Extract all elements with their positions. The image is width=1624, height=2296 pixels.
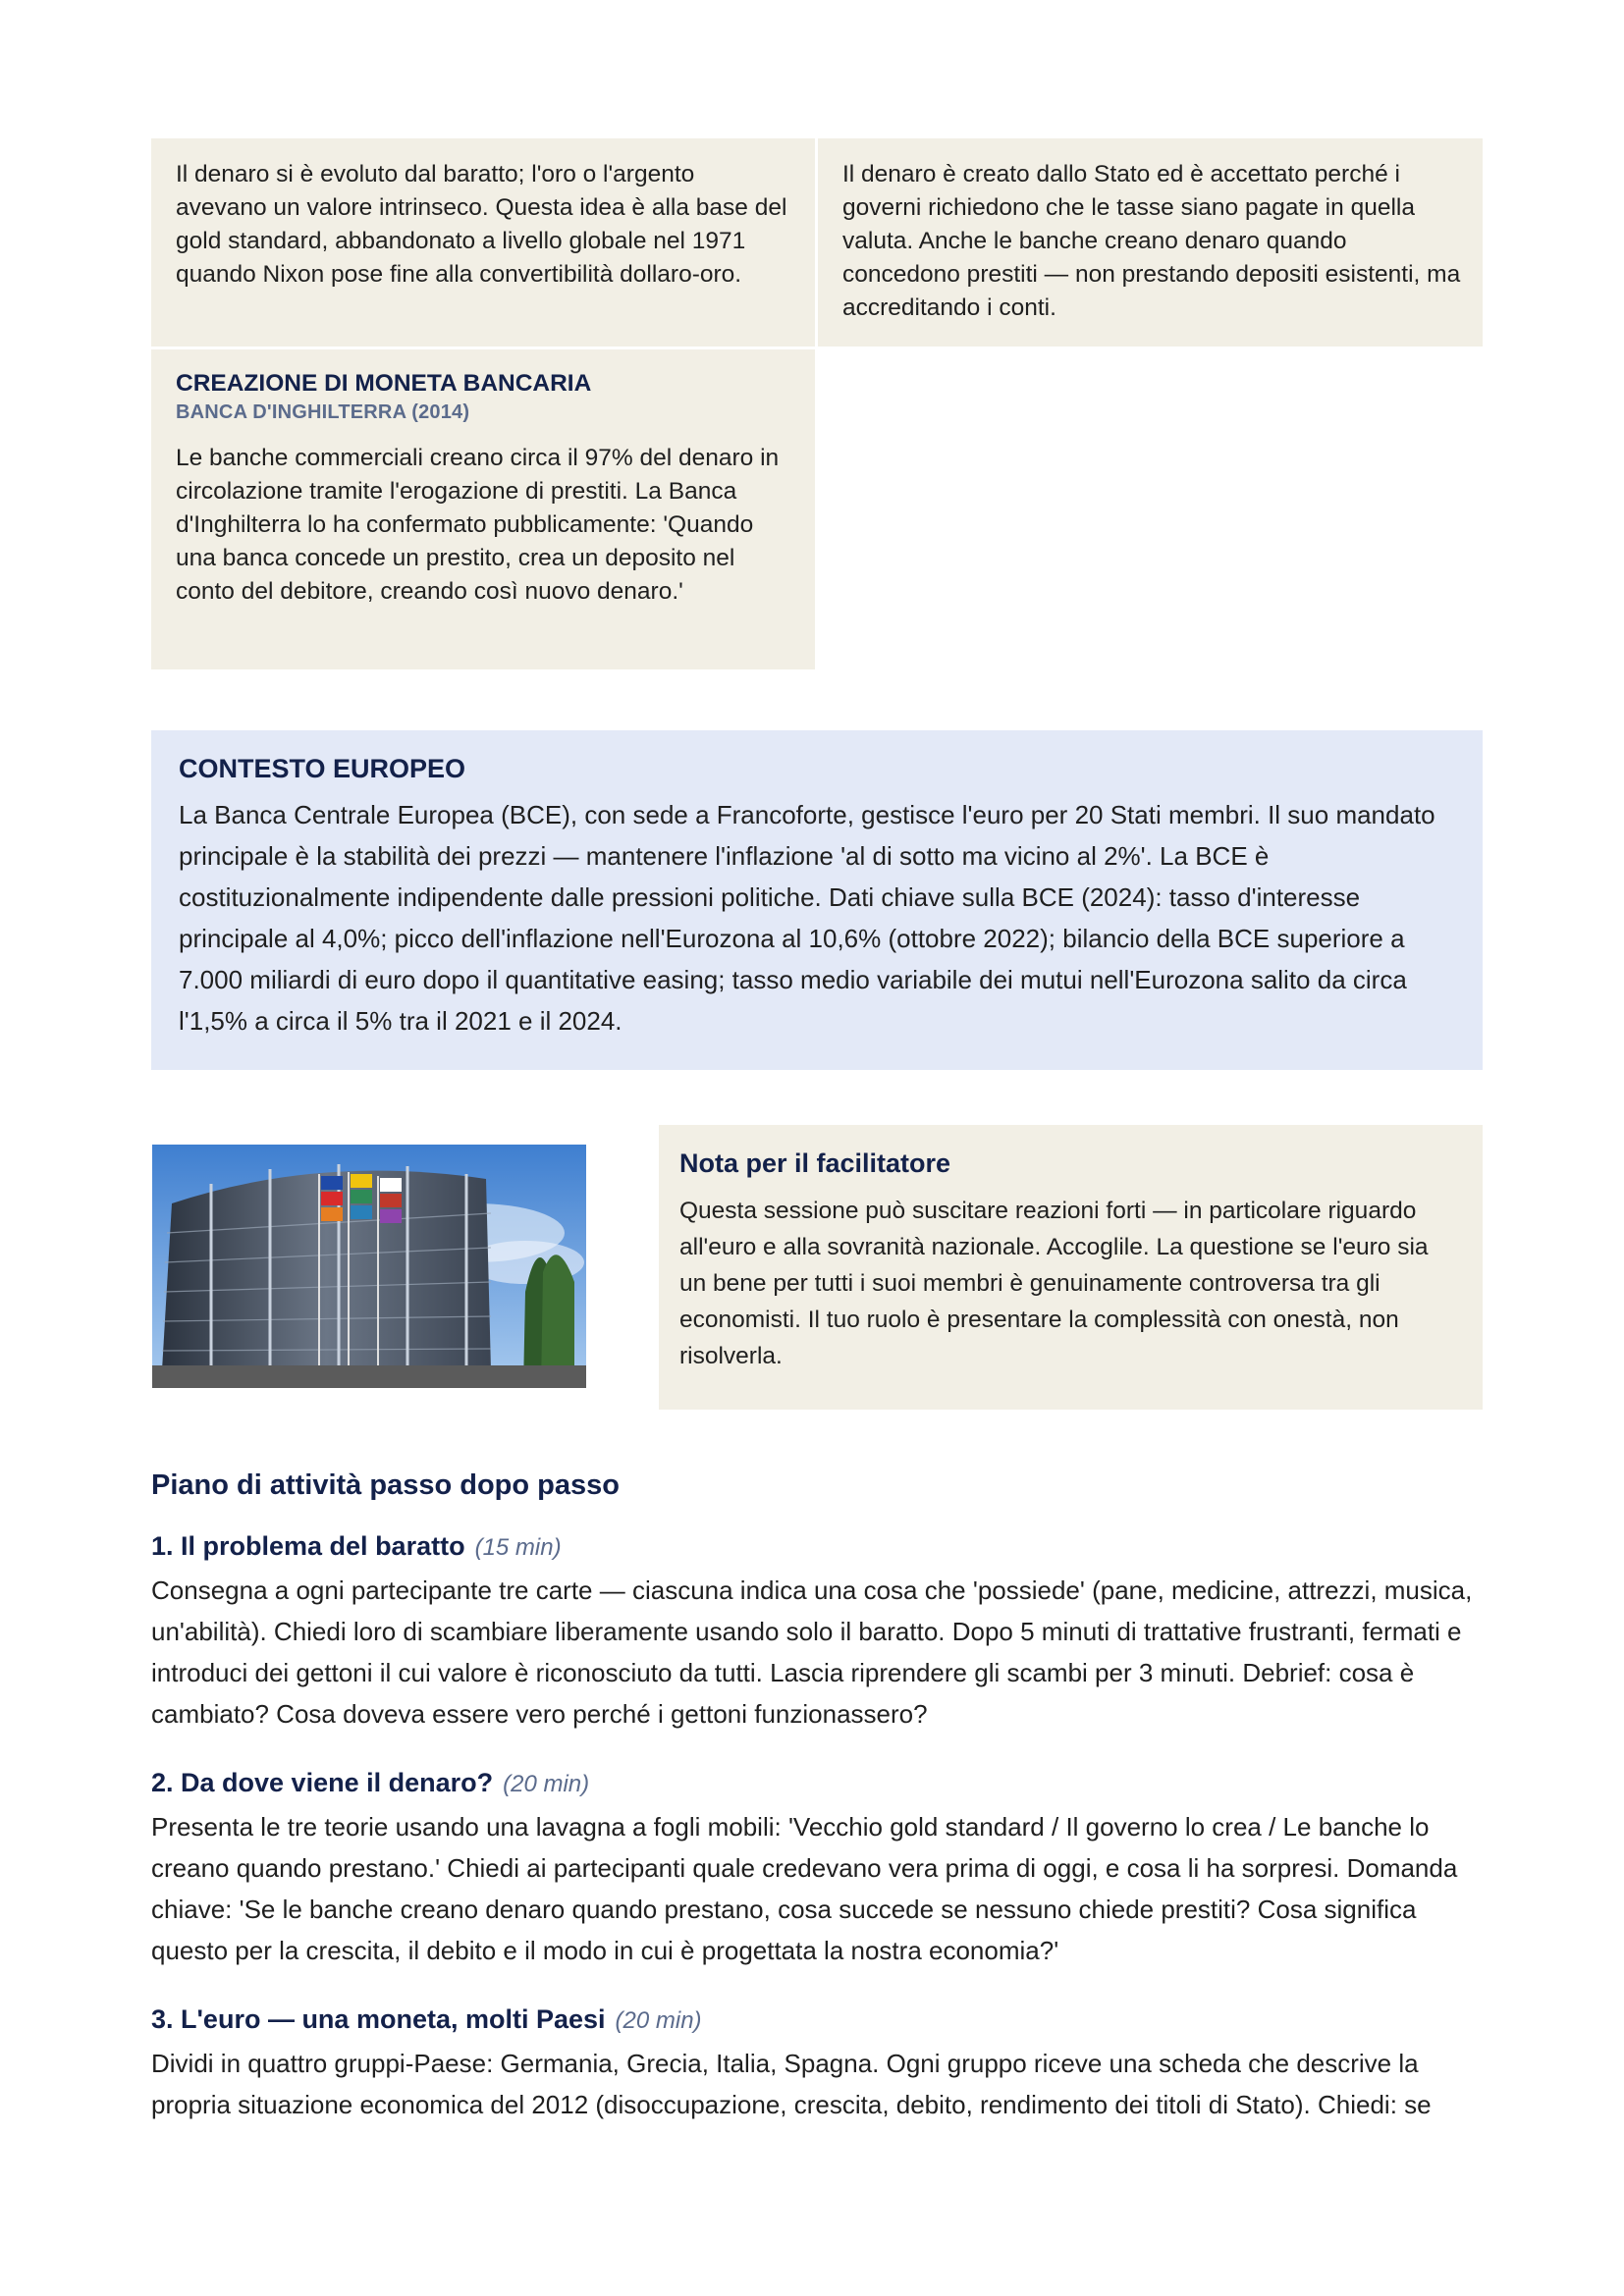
plan-step bbox=[151, 1531, 1487, 1735]
card-state-money-text: Il denaro è creato dallo Stato ed è accettato perché i governi richiedono che le tasse siano pagate in quella valuta. Anche le banche creano denaro quando concedono prestiti — non prestando depositi esistenti, ma accreditando i conti. bbox=[842, 161, 1461, 321]
plan-step bbox=[151, 2004, 1487, 2125]
plan-step-duration: (20 min) bbox=[615, 2007, 702, 2034]
plan-step-duration: (20 min) bbox=[503, 1771, 590, 1797]
card-gold-standard-text: Il denaro si è evoluto dal baratto; l'oro o l'argento avevano un valore intrinseco. Questa idea è alla base del gold standard, abbandonato a livello globale nel 1971 quando Nixon pose fine alla convertibilità dollaro-oro. bbox=[176, 161, 787, 288]
european-context-text: La Banca Centrale Europea (BCE), con sede a Francoforte, gestisce l'euro per 20 Stati membri. Il suo mandato principale è la stabilità dei prezzi — mantenere l'inflazione 'al di sotto ma vicino al 2%'. La BCE è costituzionalmente indipendente dalle pressioni politiche. Dati chiave sulla BCE (2024): tasso d'interesse principale al 4,0%; picco dell'inflazione nell'Eurozona al 10,6% (ottobre 2022); bilancio della BCE superiore a 7.000 miliardi di euro dopo il quantitative easing; tasso medio variabile dei mutui nell'Eurozona salito da circa l'1,5% a circa il 5% tra il 2021 e il 2024. bbox=[179, 800, 1435, 1036]
plan-step-text: Consegna a ogni partecipante tre carte — ciascuna indica una cosa che 'possiede' (pane, medicine, attrezzi, musica, un'abilità). Chiedi loro di scambiare liberamente usando solo il baratto. Dopo 5 minuti di trattative frustranti, fermati e introduci dei gettoni il cui valore è riconosciuto da tutti. Lascia riprendere gli scambi per 3 minuti. Debrief: cosa è cambiato? Cosa doveva essere vero perché i gettoni funzionassero? bbox=[151, 1575, 1473, 1729]
card-state-money bbox=[818, 138, 1483, 347]
activity-plan bbox=[151, 1469, 1487, 2125]
facilitator-note bbox=[659, 1125, 1483, 1410]
plan-step bbox=[151, 1768, 1487, 1971]
card-gold-standard bbox=[151, 138, 815, 347]
european-context-box bbox=[151, 730, 1483, 1070]
activity-plan-title: Piano di attività passo dopo passo bbox=[151, 1469, 620, 1501]
european-context-title: CONTESTO EUROPEO bbox=[179, 754, 466, 783]
facilitator-note-title: Nota per il facilitatore bbox=[679, 1148, 951, 1178]
facilitator-note-text: Questa sessione può suscitare reazioni forti — in particolare riguardo all'euro e alla sovranità nazionale. Accoglile. La questione se l'euro sia un bene per tutti i suoi membri è genuinamente controversa tra gli economisti. Il tuo ruolo è presentare la complessità con onestà, non risolverla. bbox=[679, 1198, 1429, 1369]
parliament-building-image bbox=[152, 1145, 586, 1388]
card-bank-money-text: Le banche commerciali creano circa il 97% del denaro in circolazione tramite l'erogazione di prestiti. La Banca d'Inghilterra lo ha confermato pubblicamente: 'Quando una banca concede un prestito, crea un deposito nel conto del debitore, creando così nuovo denaro.' bbox=[176, 445, 780, 605]
plan-step-duration: (15 min) bbox=[474, 1534, 562, 1561]
plan-step-text: Presenta le tre teorie usando una lavagna a fogli mobili: 'Vecchio gold standard / Il governo lo crea / Le banche lo creano quando prestano.' Chiedi ai partecipanti quale credevano vera prima di oggi, e cosa li ha sorpresi. Domanda chiave: 'Se le banche creano denaro quando prestano, cosa succede se nessuno chiede prestiti? Cosa significa questo per la crescita, il debito e il modo in cui è progettata la nostra economia?' bbox=[151, 1812, 1458, 1965]
plan-step-text: Dividi in quattro gruppi-Paese: Germania, Grecia, Italia, Spagna. Ogni gruppo riceve una scheda che descrive la propria situazione economica del 2012 (disoccupazione, crescita, debito, rendimento dei titoli di Stato). Chiedi: se bbox=[151, 2049, 1432, 2119]
plan-step-title: 3. L'euro — una moneta, molti Paesi bbox=[151, 2004, 606, 2034]
parliament-photo bbox=[152, 1145, 586, 1388]
card-bank-money bbox=[151, 349, 815, 669]
card-bank-money-source: BANCA D'INGHILTERRA (2014) bbox=[176, 401, 470, 423]
plan-step-title: 2. Da dove viene il denaro? bbox=[151, 1768, 494, 1797]
plan-step-title: 1. Il problema del baratto bbox=[151, 1531, 465, 1561]
card-bank-money-title: CREAZIONE DI MONETA BANCARIA bbox=[176, 370, 592, 397]
